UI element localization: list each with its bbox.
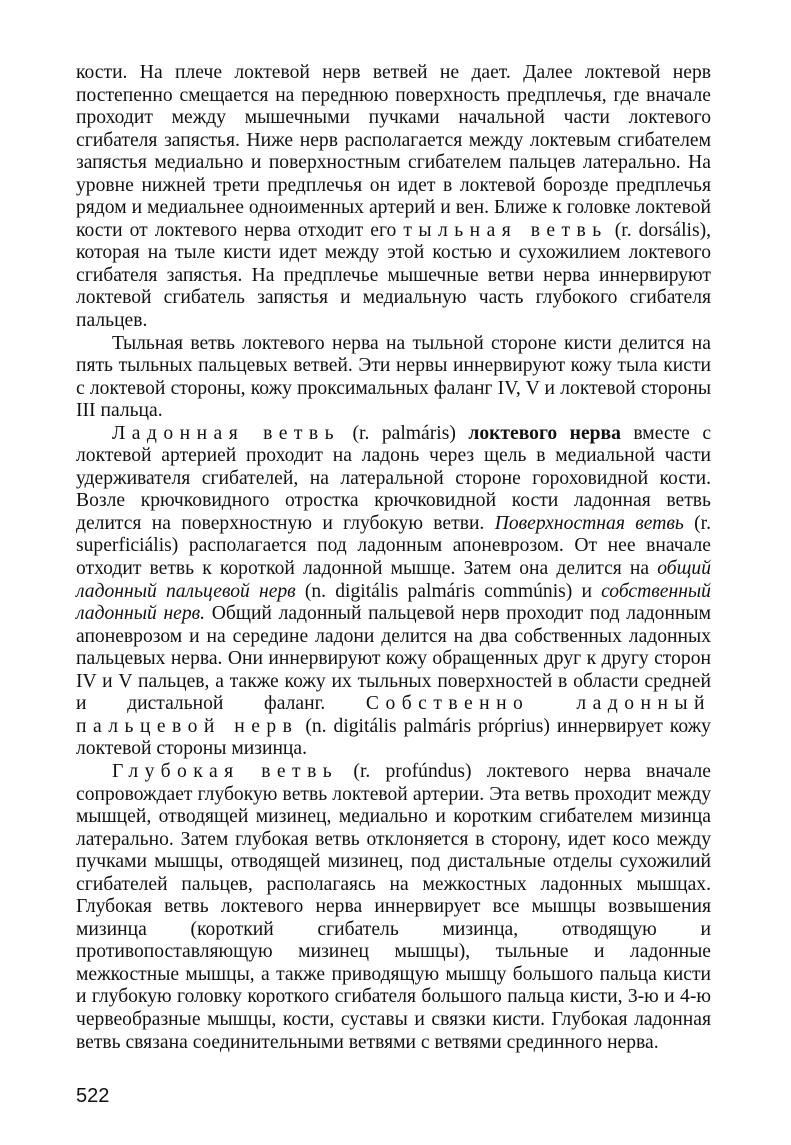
paragraph-p2 — [76, 333, 711, 423]
text-run: (r. palmáris) — [340, 422, 469, 444]
text-run: кости. На плече локтевой нерв ветвей не дает. Далее локтевой нерв постепенно смещается на переднюю поверхность предплечья, где вначале проходит между мышечными пучками начальной части локтевого сгибателя запястья. Ниже нерв располагается между локтевым сгибателем запястья медиально и поверхностным сгибателем пальцев латерально. На уровне нижней трети предплечья он идет в локтевой борозде предплечья рядом и медиальнее одноименных артерий и вен. Ближе к головке локтевой кости от локтевого нерва отходит его — [76, 62, 711, 241]
page-number: 522 — [76, 1085, 110, 1107]
text-run: (r. superficiális) располагается под ладонным апоневрозом. От нее вначале отходит ветвь к короткой ладонной мышце. Затем она делится на — [76, 512, 712, 580]
spaced-term: Ладонная ветвь — [112, 422, 341, 444]
spaced-term: Собственно ладонный пальцевой нерв — [76, 693, 711, 737]
bold-term: локтевого нерва — [468, 422, 621, 444]
text-run: вместе с локтевой артерией проходит на ладонь через щель в медиальной части удерживателя сгибателей, на латеральной стороне гороховидной кости. Возле крючковидного отростка крючковидной кости ладонная ветвь делится на поверхностную и глубокую ветви. — [76, 422, 712, 534]
text-run: Тыльная ветвь локтевого нерва на тыльной стороне кисти делится на пять тыльных пальцевых ветвей. Эти нервы иннервируют кожу тыла кисти с локтевой стороны, кожу проксимальных фаланг IV, V и локтевой стороны III пальца. — [76, 332, 711, 422]
paragraph-p3 — [76, 423, 711, 761]
text-run: (r. profúndus) локтевого нерва вначале сопровождает глубокую ветвь локтевой артерии. Эта ветвь проходит между мышцей, отводящей мизинец, медиально и коротким сгибателем мизинца латерально. Затем глубокая ветвь отклоняется в сторону, идет косо между пучками мышцы, отводящей мизинец, под дистальные отделы сухожилий сгибателей пальцев, располагаясь на межкостных ладонных мышцах. Глубокая ветвь локтевого нерва иннервирует все мышцы возвышения мизинца (короткий сгибатель мизинца, отводящую и противопоставляющую мизинец мышцы), тыльные и ладонные межкостные мышцы, а также приводящую мышцу большого пальца кисти и глубокую головку короткого сгибателя большого пальца кисти, 3-ю и 4-ю червеобразные мышцы, кости, суставы и связки кисти. Глубокая ладонная ветвь связана соединительными ветвями с ветвями срединного нерва. — [76, 760, 711, 1053]
paragraph-p4 — [76, 761, 711, 1054]
italic-term: общий ладонный пальцевой нерв — [76, 558, 711, 602]
italic-term: собственный ладонный нерв. — [76, 580, 711, 625]
text-run: Общий ладонный пальцевой нерв проходит под ладонным апоневрозом и на середине ладони делится на два собственных ладонных пальцевых нерва. Они иннервируют кожу обращенных друг к другу сторон IV и V пальцев, а также кожу их тыльных поверхностей в области средней и дистальной фаланг. — [76, 603, 711, 715]
italic-term: Поверхностная ветвь — [494, 512, 684, 534]
page-body — [76, 62, 711, 1054]
text-run: (n. digitális palmáris próprius) иннервирует кожу локтевой стороны мизинца. — [76, 715, 711, 760]
spaced-term: тыльная ветвь — [403, 219, 608, 241]
text-run: (r. dorsális), которая на тыле кисти идет между этой костью и сухожилием локтевого сгибателя запястья. На предплечье мышечные ветви нерва иннервируют локтевой сгибатель запястья и медиальную часть глубокого сгибателя пальцев. — [76, 219, 712, 332]
text-run: (n. digitális palmáris commúnis) и — [295, 580, 602, 602]
spaced-term: Глубокая ветвь — [112, 760, 339, 782]
paragraph-p1 — [76, 62, 711, 333]
